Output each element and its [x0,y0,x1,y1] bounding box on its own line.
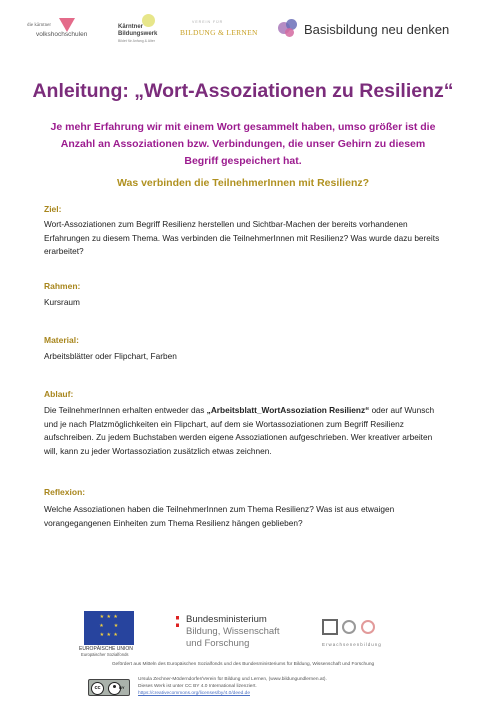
license-statement: Dieses Werk ist unter CC BY 4.0 International lizenziert. [138,683,257,689]
cc-icon: cc [91,682,104,695]
intro-text: Je mehr Erfahrung wir mit einem Wort gesammelt haben, umso größer ist die Anzahl an Assoziationen bzw. Verbindungen, die unser Gehirn zu diesem Begriff gespeichert hat. [50,121,436,167]
esf-label: Europäischer Sozialfonds [81,652,129,657]
bul-logo-line1: VEREIN FÜR [192,20,224,24]
eu-label: EUROPÄISCHE UNION [79,646,133,652]
section-text-material: Arbeitsblätter oder Flipchart, Farben [44,351,177,361]
vhs-triangle-icon [59,18,75,32]
guiding-question: Was verbinden die TeilnehmerInnen mit Resilienz? [116,177,370,189]
austria-flag-icon [176,616,179,627]
section-heading-reflexion: Reflexion: [44,487,86,497]
license-block [138,677,327,697]
section-heading-rahmen: Rahmen: [44,281,81,291]
kbw-circle-icon [142,14,155,27]
footer-logos [0,602,486,660]
bnd-circle-icon [285,28,294,37]
bnd-logo-text: Basisbildung neu denken [304,22,450,37]
page-title: Anleitung: „Wort-Assoziationen zu Resilienz“ [32,80,454,102]
vhs-logo-line1: die kärntner [27,23,52,28]
eb-circle-icon [342,620,356,634]
section-heading-ziel: Ziel: [44,204,62,214]
kbw-logo-line1: Kärntner [118,24,144,30]
worksheet-name: „Arbeitsblatt_WortAssoziation Resilienz“ [206,405,370,415]
eb-label: Erwachsenenbildung [322,642,382,647]
kbw-logo [118,14,166,48]
section-text-ablauf [44,404,446,458]
license-link[interactable]: https://creativecommons.org/licenses/by/4.0/deed.de [138,690,250,696]
eb-square-icon [322,619,338,635]
basisbildung-logo [276,18,466,44]
kbw-logo-line3: Bildet für Anfang & Alter [118,39,155,43]
cc-by-badge [88,679,130,696]
ablauf-text-start: Die TeilnehmerInnen erhalten entweder das [44,405,207,415]
vhs-logo-line2: volkshochschulen [36,31,88,38]
vhs-logo [27,18,107,40]
ministry-line1: Bundesministerium [186,614,267,625]
license-author: Ursula Zechner-Möderndorfer/Verein für Bildung und Lernen, (www.bildungundlernen.at). [138,677,327,682]
cc-by-label: BY [119,685,125,690]
eu-flag-icon [84,611,134,645]
section-heading-material: Material: [44,335,79,345]
bul-logo-line2: BILDUNG & LERNEN [180,28,258,37]
section-heading-ablauf: Ablauf: [44,389,74,399]
eu-stars-icon: ★ ★ ★ ★ ★ ★ ★ ★ [99,614,119,638]
ablauf-text-end: oder auf Wunsch und je nach Platzmöglichkeiten ein Flipchart, auf dem sie Wortassoziationen zum Begriff Resilienz aufschreiben. Zu jedem Buchstaben werden eigene Assoziationen aufgeschrieben. Wer kreativer arbeiten will, kann zu jeder Wortassoziation zusätzlich etwas zeichnen. [44,405,435,456]
section-text-reflexion: Welche Assoziationen haben die TeilnehmerInnen zum Thema Resilienz? Was ist aus etwaigen vorangegangenen Einheiten zum Thema Resilienz hängen geblieben? [44,504,395,528]
section-text-ziel: Wort-Assoziationen zum Begriff Resilienz herstellen und Sichtbar-Machen der bereits vorhandenen Erfahrungen zu diesem Thema. Was verbinden die TeilnehmerInnen mit Resilienz? Was wurde dazu bereits erarbeitet? [44,219,440,257]
eb-circle-icon [361,620,375,634]
ministry-line2: Bildung, Wissenschaft [186,626,280,637]
kbw-logo-line2: Bildungswerk [118,31,158,37]
bildung-lernen-logo [180,20,262,44]
funding-note: Gefördert aus Mitteln des Europäischen Sozialfonds und des Bundesministeriums für Bildung, Wissenschaft und Forschung [111,662,375,667]
section-text-rahmen: Kursraum [44,297,80,307]
ministry-line3: und Forschung [186,638,250,649]
header-logos [0,0,486,60]
